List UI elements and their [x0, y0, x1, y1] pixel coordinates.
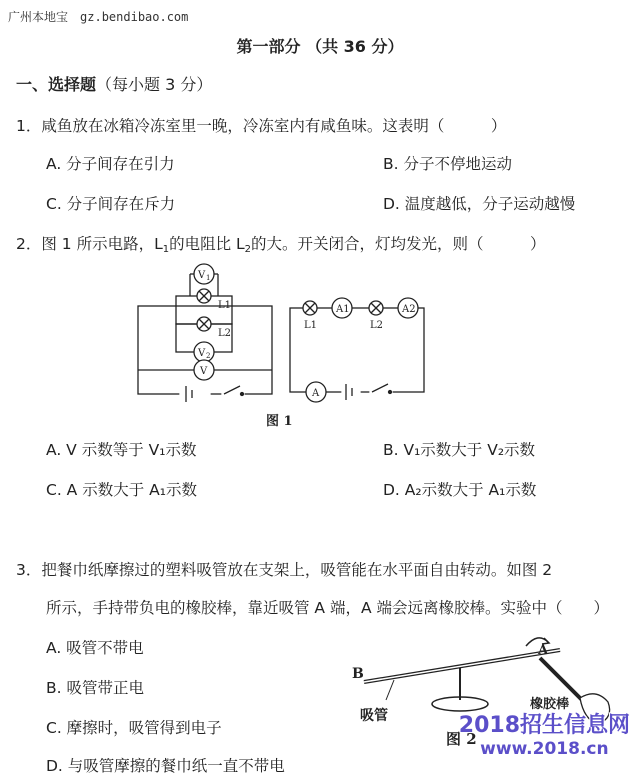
watermark-url: www.2018.cn: [480, 739, 609, 759]
watermark-title: 2018招生信息网: [458, 713, 630, 738]
section-note: （每小题 3 分）: [96, 75, 213, 94]
q2-stem-sub2: 2: [244, 244, 252, 255]
q1-option-a: A. 分子间存在引力: [46, 155, 175, 173]
q2-stem-sub1: 1: [162, 244, 170, 255]
figure-1-label: 图 1: [266, 414, 293, 429]
site-name: 广州本地宝: [8, 10, 69, 24]
label-rubber-rod: 橡胶棒: [530, 697, 570, 712]
site-url: gz.bendibao.com: [80, 10, 189, 24]
a1-meter-label: A1: [336, 304, 350, 315]
a-meter-label: A: [312, 388, 320, 399]
figure-2-label: 图 2: [446, 730, 477, 748]
a2-meter-label: A2: [402, 304, 416, 315]
v2-meter-letter: V: [198, 348, 206, 359]
label-straw: 吸管: [360, 708, 388, 724]
q3-option-b: B. 吸管带正电: [46, 679, 144, 697]
q3-stem-line1: 3．把餐巾纸摩擦过的塑料吸管放在支架上，吸管能在水平面自由转动。如图 2: [16, 561, 553, 579]
section-title: 一、选择题: [16, 75, 97, 94]
q1-option-d: D. 温度越低，分子运动越慢: [383, 195, 576, 213]
v2-meter-sub: 2: [206, 352, 211, 360]
q1-option-c: C. 分子间存在斥力: [46, 195, 176, 213]
q3-option-c: C. 摩擦时，吸管得到电子: [46, 719, 222, 737]
q1-stem: 1．咸鱼放在冰箱冷冻室里一晚，冷冻室内有咸鱼味。这表明（ ）: [16, 117, 507, 135]
bottom-watermark: [459, 708, 630, 759]
top-watermark: [8, 8, 188, 25]
v1-meter-letter: V: [198, 270, 206, 281]
q2-option-d: D. A₂示数大于 A₁示数: [383, 481, 537, 499]
v-meter-label: V: [200, 366, 208, 377]
q3-stem-line2: 所示，手持带负电的橡胶棒，靠近吸管 A 端，A 端会远离橡胶棒。实验中（ ）: [46, 599, 609, 617]
q2-option-a: A. V 示数等于 V₁示数: [46, 441, 197, 459]
q2-option-c: C. A 示数大于 A₁示数: [46, 481, 197, 499]
q2-option-b: B. V₁示数大于 V₂示数: [383, 441, 536, 459]
label-l2-left: L2: [218, 328, 232, 339]
label-l2-right: L2: [370, 320, 384, 331]
figure-1-circuit: [120, 258, 440, 428]
v1-meter-sub: 1: [206, 274, 211, 282]
label-a: A: [538, 643, 549, 658]
q3-option-d: D. 与吸管摩擦的餐巾纸一直不带电: [46, 757, 285, 775]
label-l1-right: L1: [304, 320, 318, 331]
q2-stem-part-a: 2．图 1 所示电路，L: [16, 235, 163, 253]
label-l1-left: L1: [218, 300, 232, 311]
part-title: 第一部分 （共 36 分）: [236, 37, 404, 56]
q3-option-a: A. 吸管不带电: [46, 639, 144, 657]
q2-stem: [16, 232, 546, 255]
q2-stem-part-b: 的电阻比 L: [169, 235, 245, 253]
q2-stem-part-c: 的大。开关闭合，灯均发光，则（ ）: [251, 235, 546, 253]
label-b: B: [352, 666, 364, 682]
section-heading: [16, 72, 212, 95]
q1-option-b: B. 分子不停地运动: [383, 155, 512, 173]
